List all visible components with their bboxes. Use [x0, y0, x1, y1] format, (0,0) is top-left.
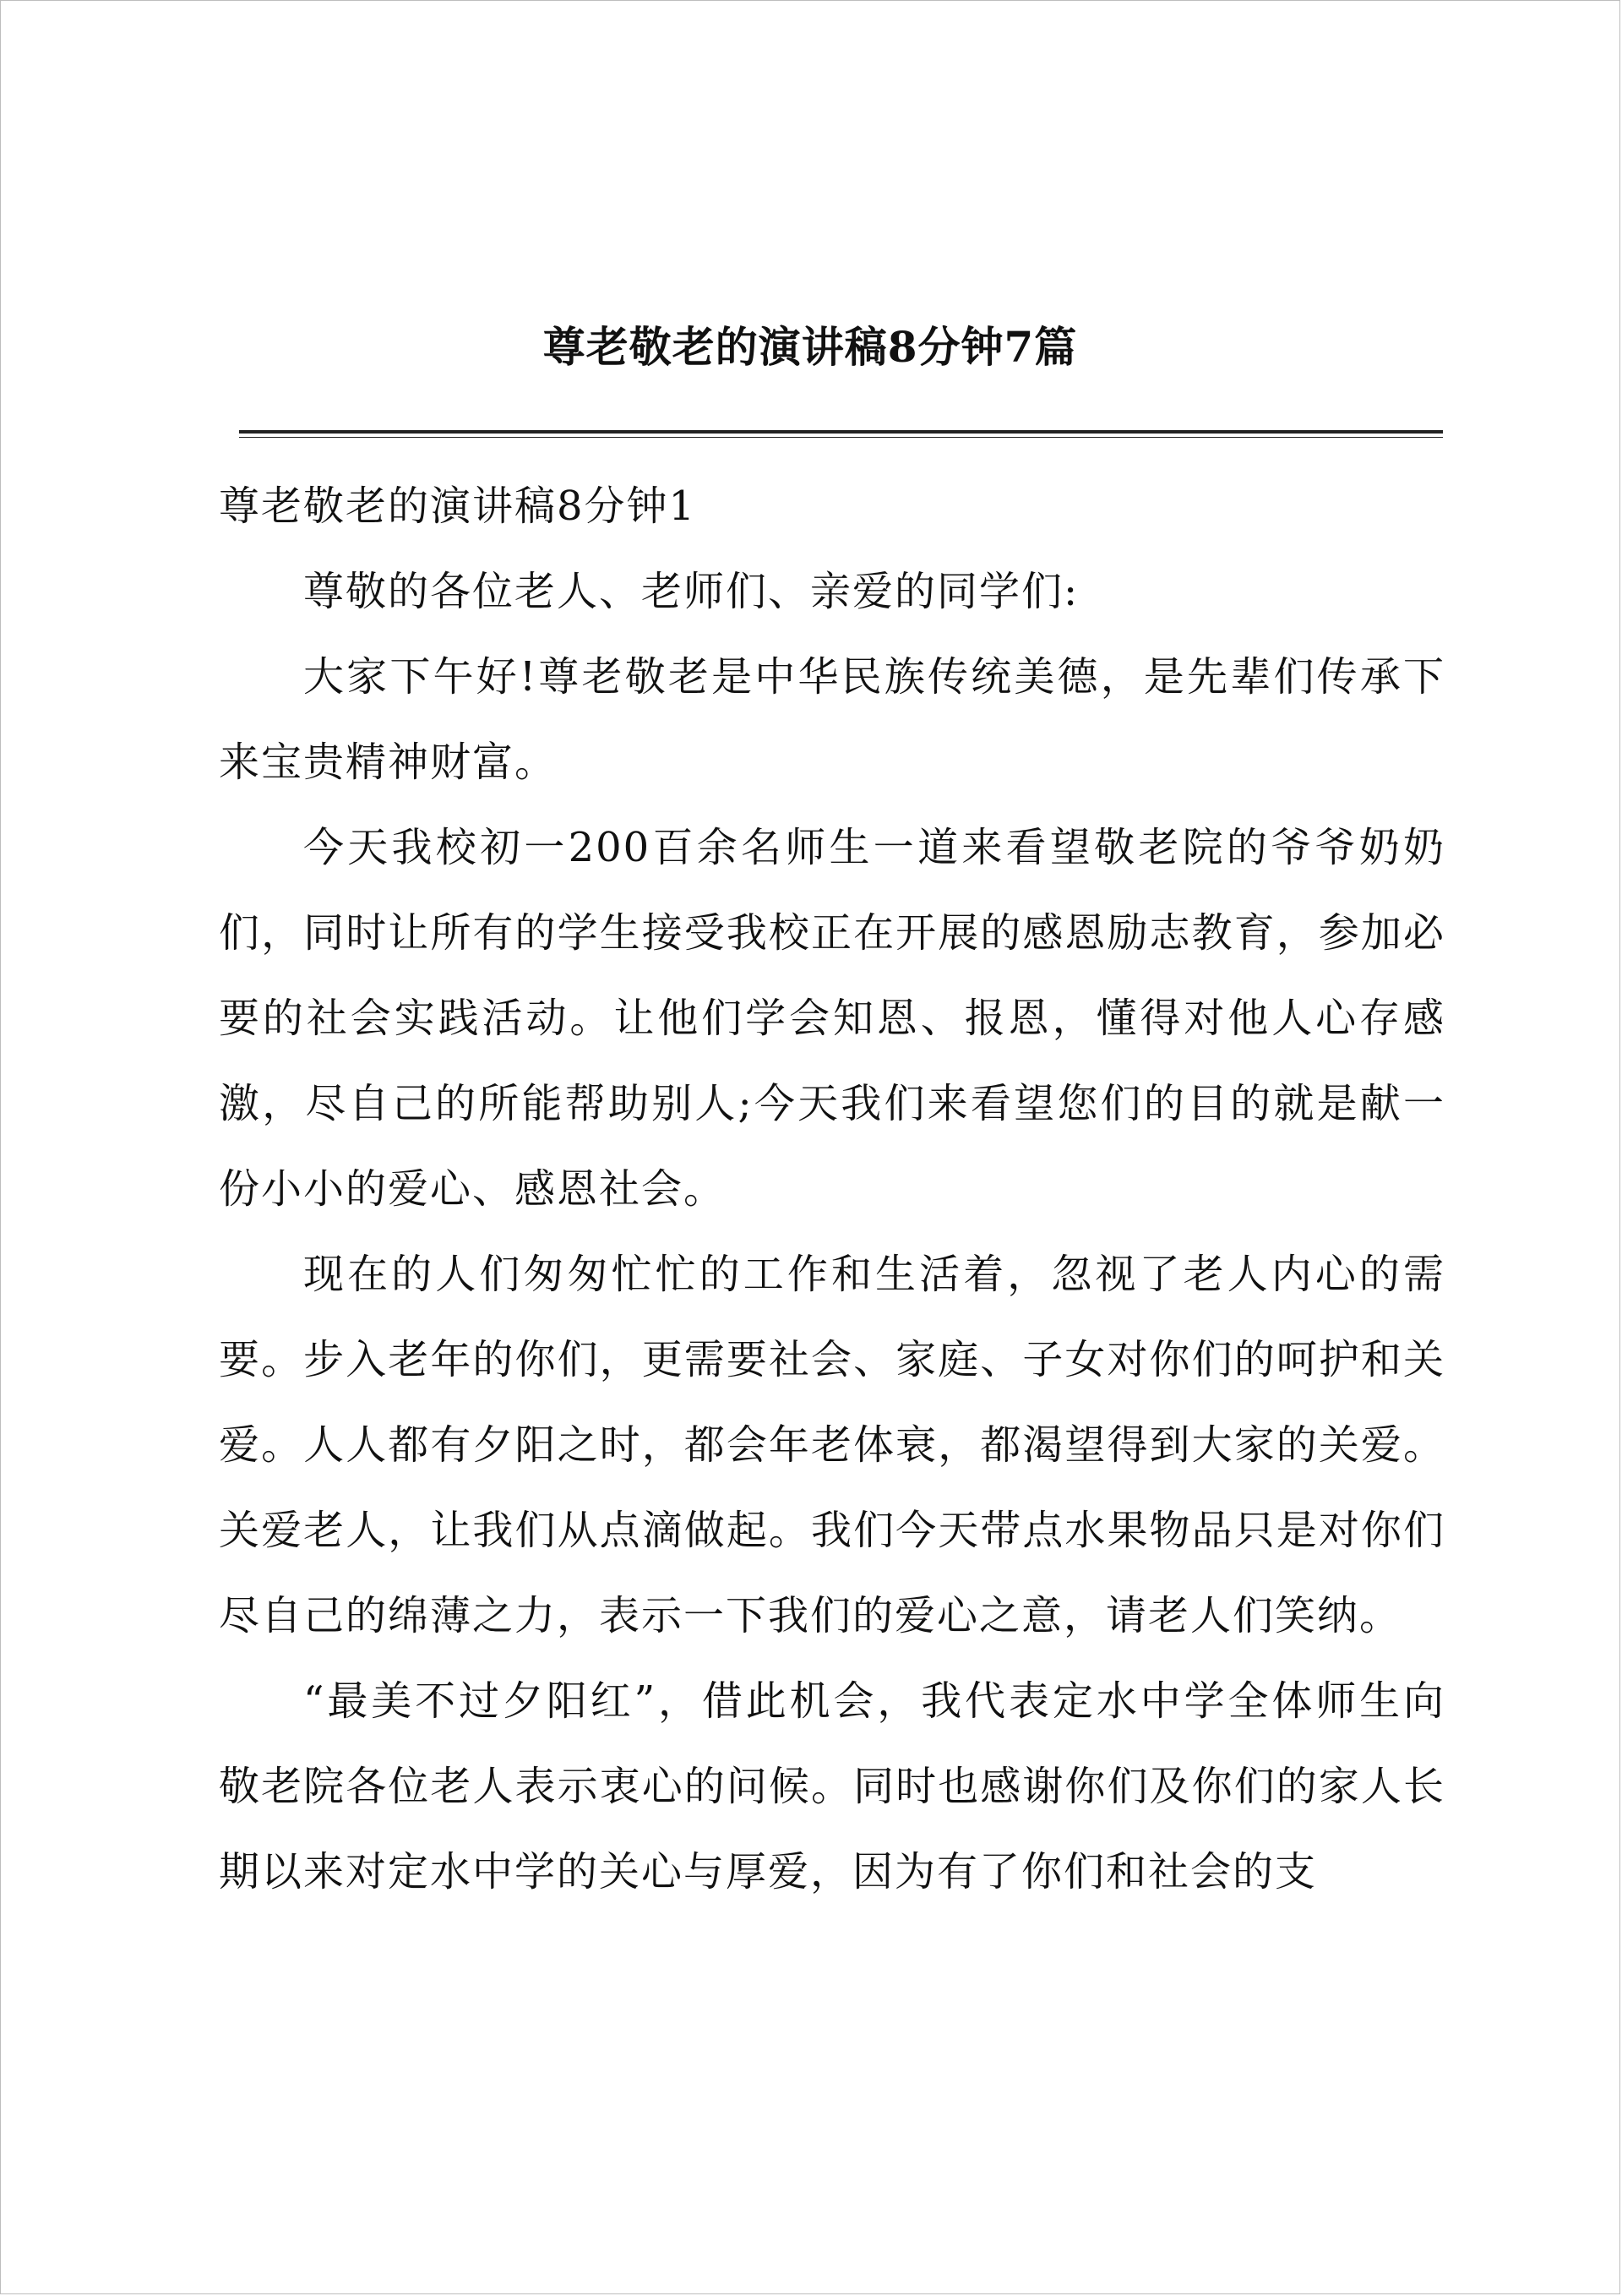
- document-body: [219, 464, 1445, 1915]
- document-title: 尊老敬老的演讲稿8分钟7篇: [542, 322, 1078, 372]
- paragraph-visit-purpose: 今天我校初一200百余名师生一道来看望敬老院的爷爷奶奶们，同时让所有的学生接受我校正在开展的感恩励志教育，参加必要的社会实践活动。让他们学会知恩、报恩，懂得对他人心存感激，尽自己的所能帮助别人;今天我们来看望您们的目的就是献一份小小的爱心、感恩社会。: [219, 824, 1445, 1213]
- paragraph-thanks: “最美不过夕阳红”，借此机会，我代表定水中学全体师生向敬老院各位老人表示衷心的问候。同时也感谢你们及你们的家人长期以来对定水中学的关心与厚爱，因为有了你们和社会的支: [219, 1677, 1445, 1895]
- title-divider: [239, 430, 1443, 438]
- section-heading: 尊老敬老的演讲稿8分钟1: [219, 483, 697, 530]
- paragraph-salutation: 尊敬的各位老人、老师们、亲爱的同学们:: [303, 568, 1080, 615]
- paragraph-greeting: 大家下午好!尊老敬老是中华民族传统美德，是先辈们传承下来宝贵精神财富。: [219, 653, 1445, 786]
- paragraph-caring-elderly: 现在的人们匆匆忙忙的工作和生活着，忽视了老人内心的需要。步入老年的你们，更需要社会、家庭、子女对你们的呵护和关爱。人人都有夕阳之时，都会年老体衰，都渴望得到大家的关爱。关爱老人，让我们从点滴做起。我们今天带点水果物品只是对你们尽自己的绵薄之力，表示一下我们的爱心之意，请老人们笑纳。: [219, 1251, 1445, 1639]
